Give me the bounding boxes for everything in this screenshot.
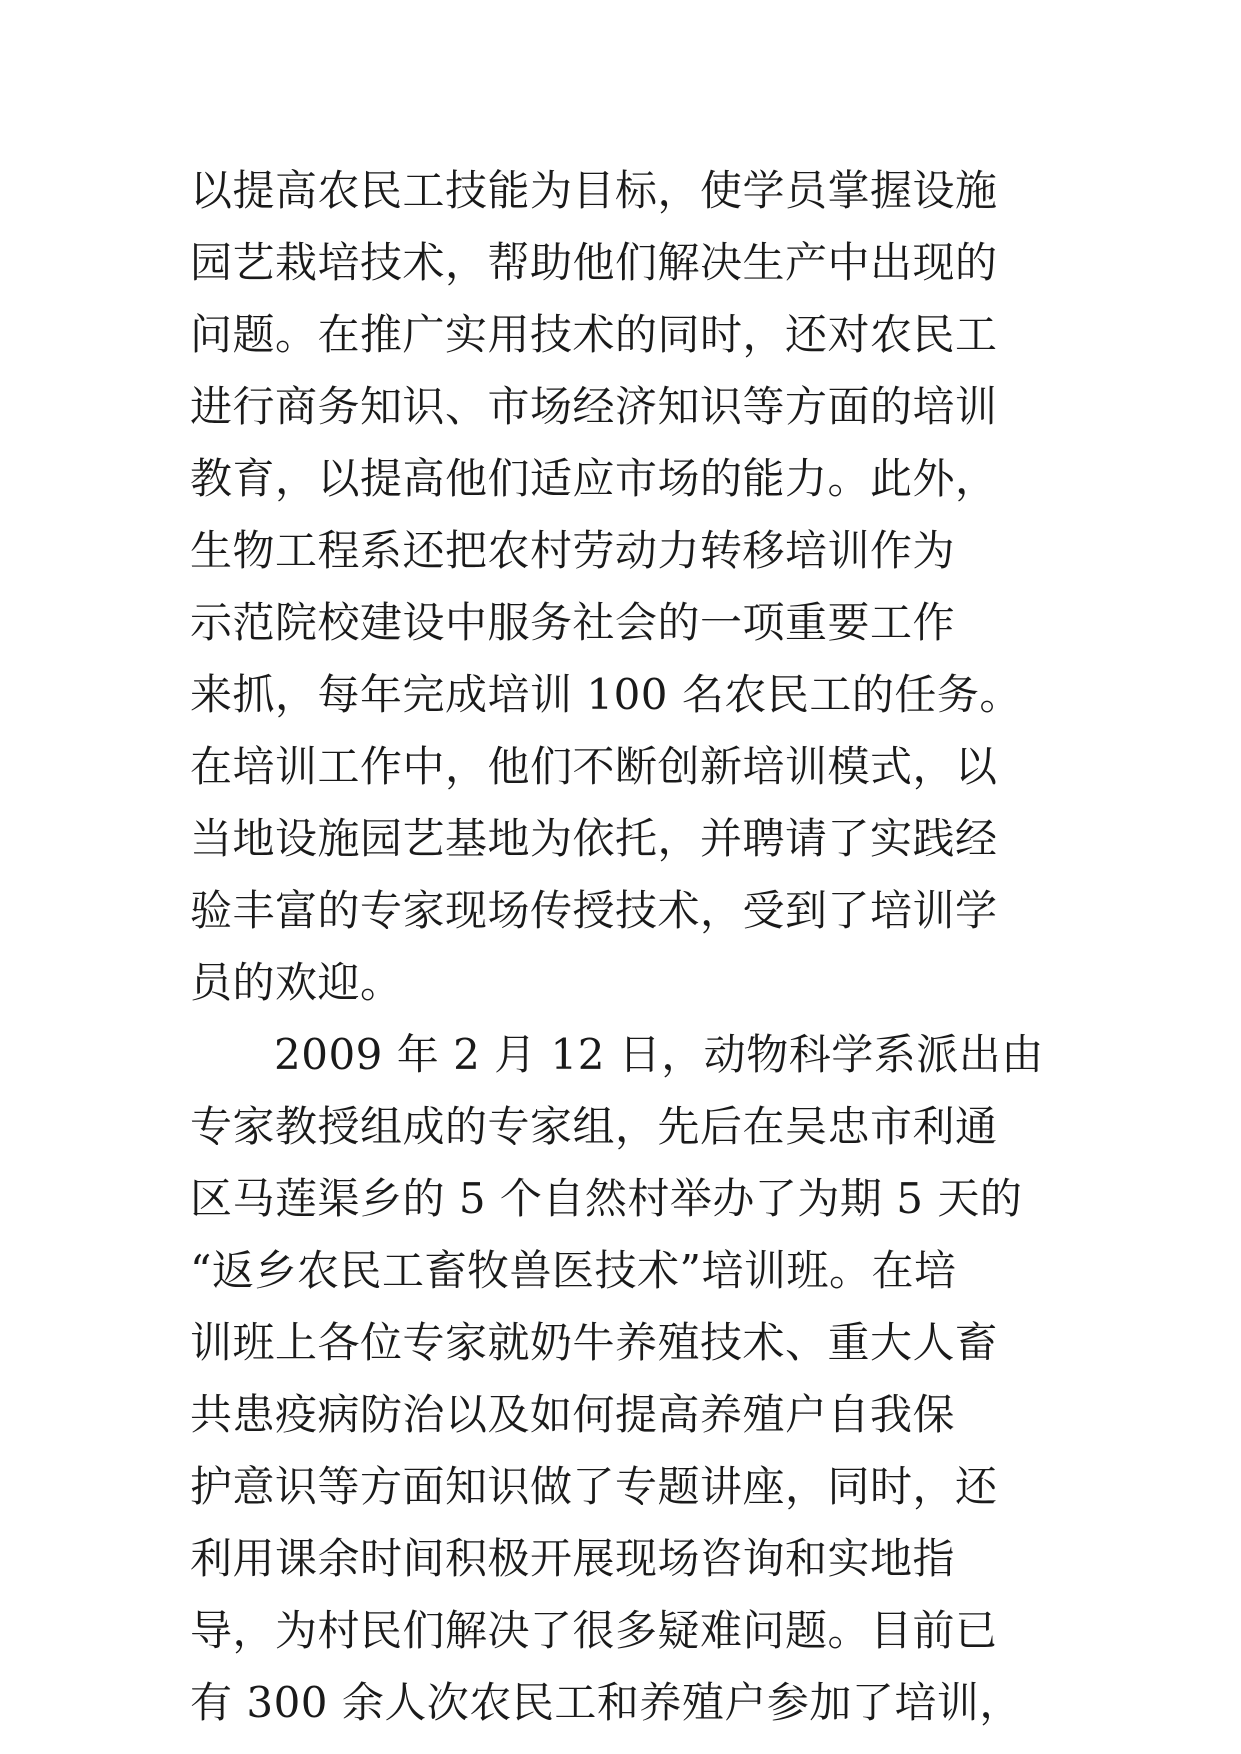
text-line: 园艺栽培技术，帮助他们解决生产中出现的 xyxy=(190,238,998,287)
text-line: “返乡农民工畜牧兽医技术”培训班。在培 xyxy=(190,1246,957,1295)
text-line: 在培训工作中，他们不断创新培训模式，以 xyxy=(190,742,998,791)
text-line: 问题。在推广实用技术的同时，还对农民工 xyxy=(190,310,998,359)
paragraph-1 xyxy=(190,155,1090,1019)
text-line: 当地设施园艺基地为依托，并聘请了实践经 xyxy=(190,814,998,863)
text-line: 生物工程系还把农村劳动力转移培训作为 xyxy=(190,526,956,575)
text-line: 专家教授组成的专家组，先后在吴忠市利通 xyxy=(190,1102,998,1151)
text-line: 共患疫病防治以及如何提高养殖户自我保 xyxy=(190,1390,956,1439)
text-line: 区马莲渠乡的 5 个自然村举办了为期 5 天的 xyxy=(190,1174,1023,1223)
text-line: 利用课余时间积极开展现场咨询和实地指 xyxy=(190,1534,956,1583)
text-line: 护意识等方面知识做了专题讲座，同时，还 xyxy=(190,1462,998,1511)
body-text xyxy=(190,155,1090,1739)
text-line: 导，为村民们解决了很多疑难问题。目前已 xyxy=(190,1606,998,1655)
text-line: 进行商务知识、市场经济知识等方面的培训 xyxy=(190,382,998,431)
text-line: 以提高农民工技能为目标，使学员掌握设施 xyxy=(190,166,998,215)
text-line: 教育，以提高他们适应市场的能力。此外， xyxy=(190,454,998,503)
text-line: 员的欢迎。 xyxy=(190,958,403,1007)
text-line: 验丰富的专家现场传授技术，受到了培训学 xyxy=(190,886,998,935)
text-line: 有 300 余人次农民工和养殖户参加了培训， xyxy=(190,1678,1022,1727)
text-line-first-indented: 2009 年 2 月 12 日，动物科学系派出由 xyxy=(274,1030,1044,1079)
text-line: 示范院校建设中服务社会的一项重要工作 xyxy=(190,598,956,647)
paragraph-2 xyxy=(190,1019,1090,1739)
text-line: 训班上各位专家就奶牛养殖技术、重大人畜 xyxy=(190,1318,998,1367)
text-line: 来抓，每年完成培训 100 名农民工的任务。 xyxy=(190,670,1022,719)
